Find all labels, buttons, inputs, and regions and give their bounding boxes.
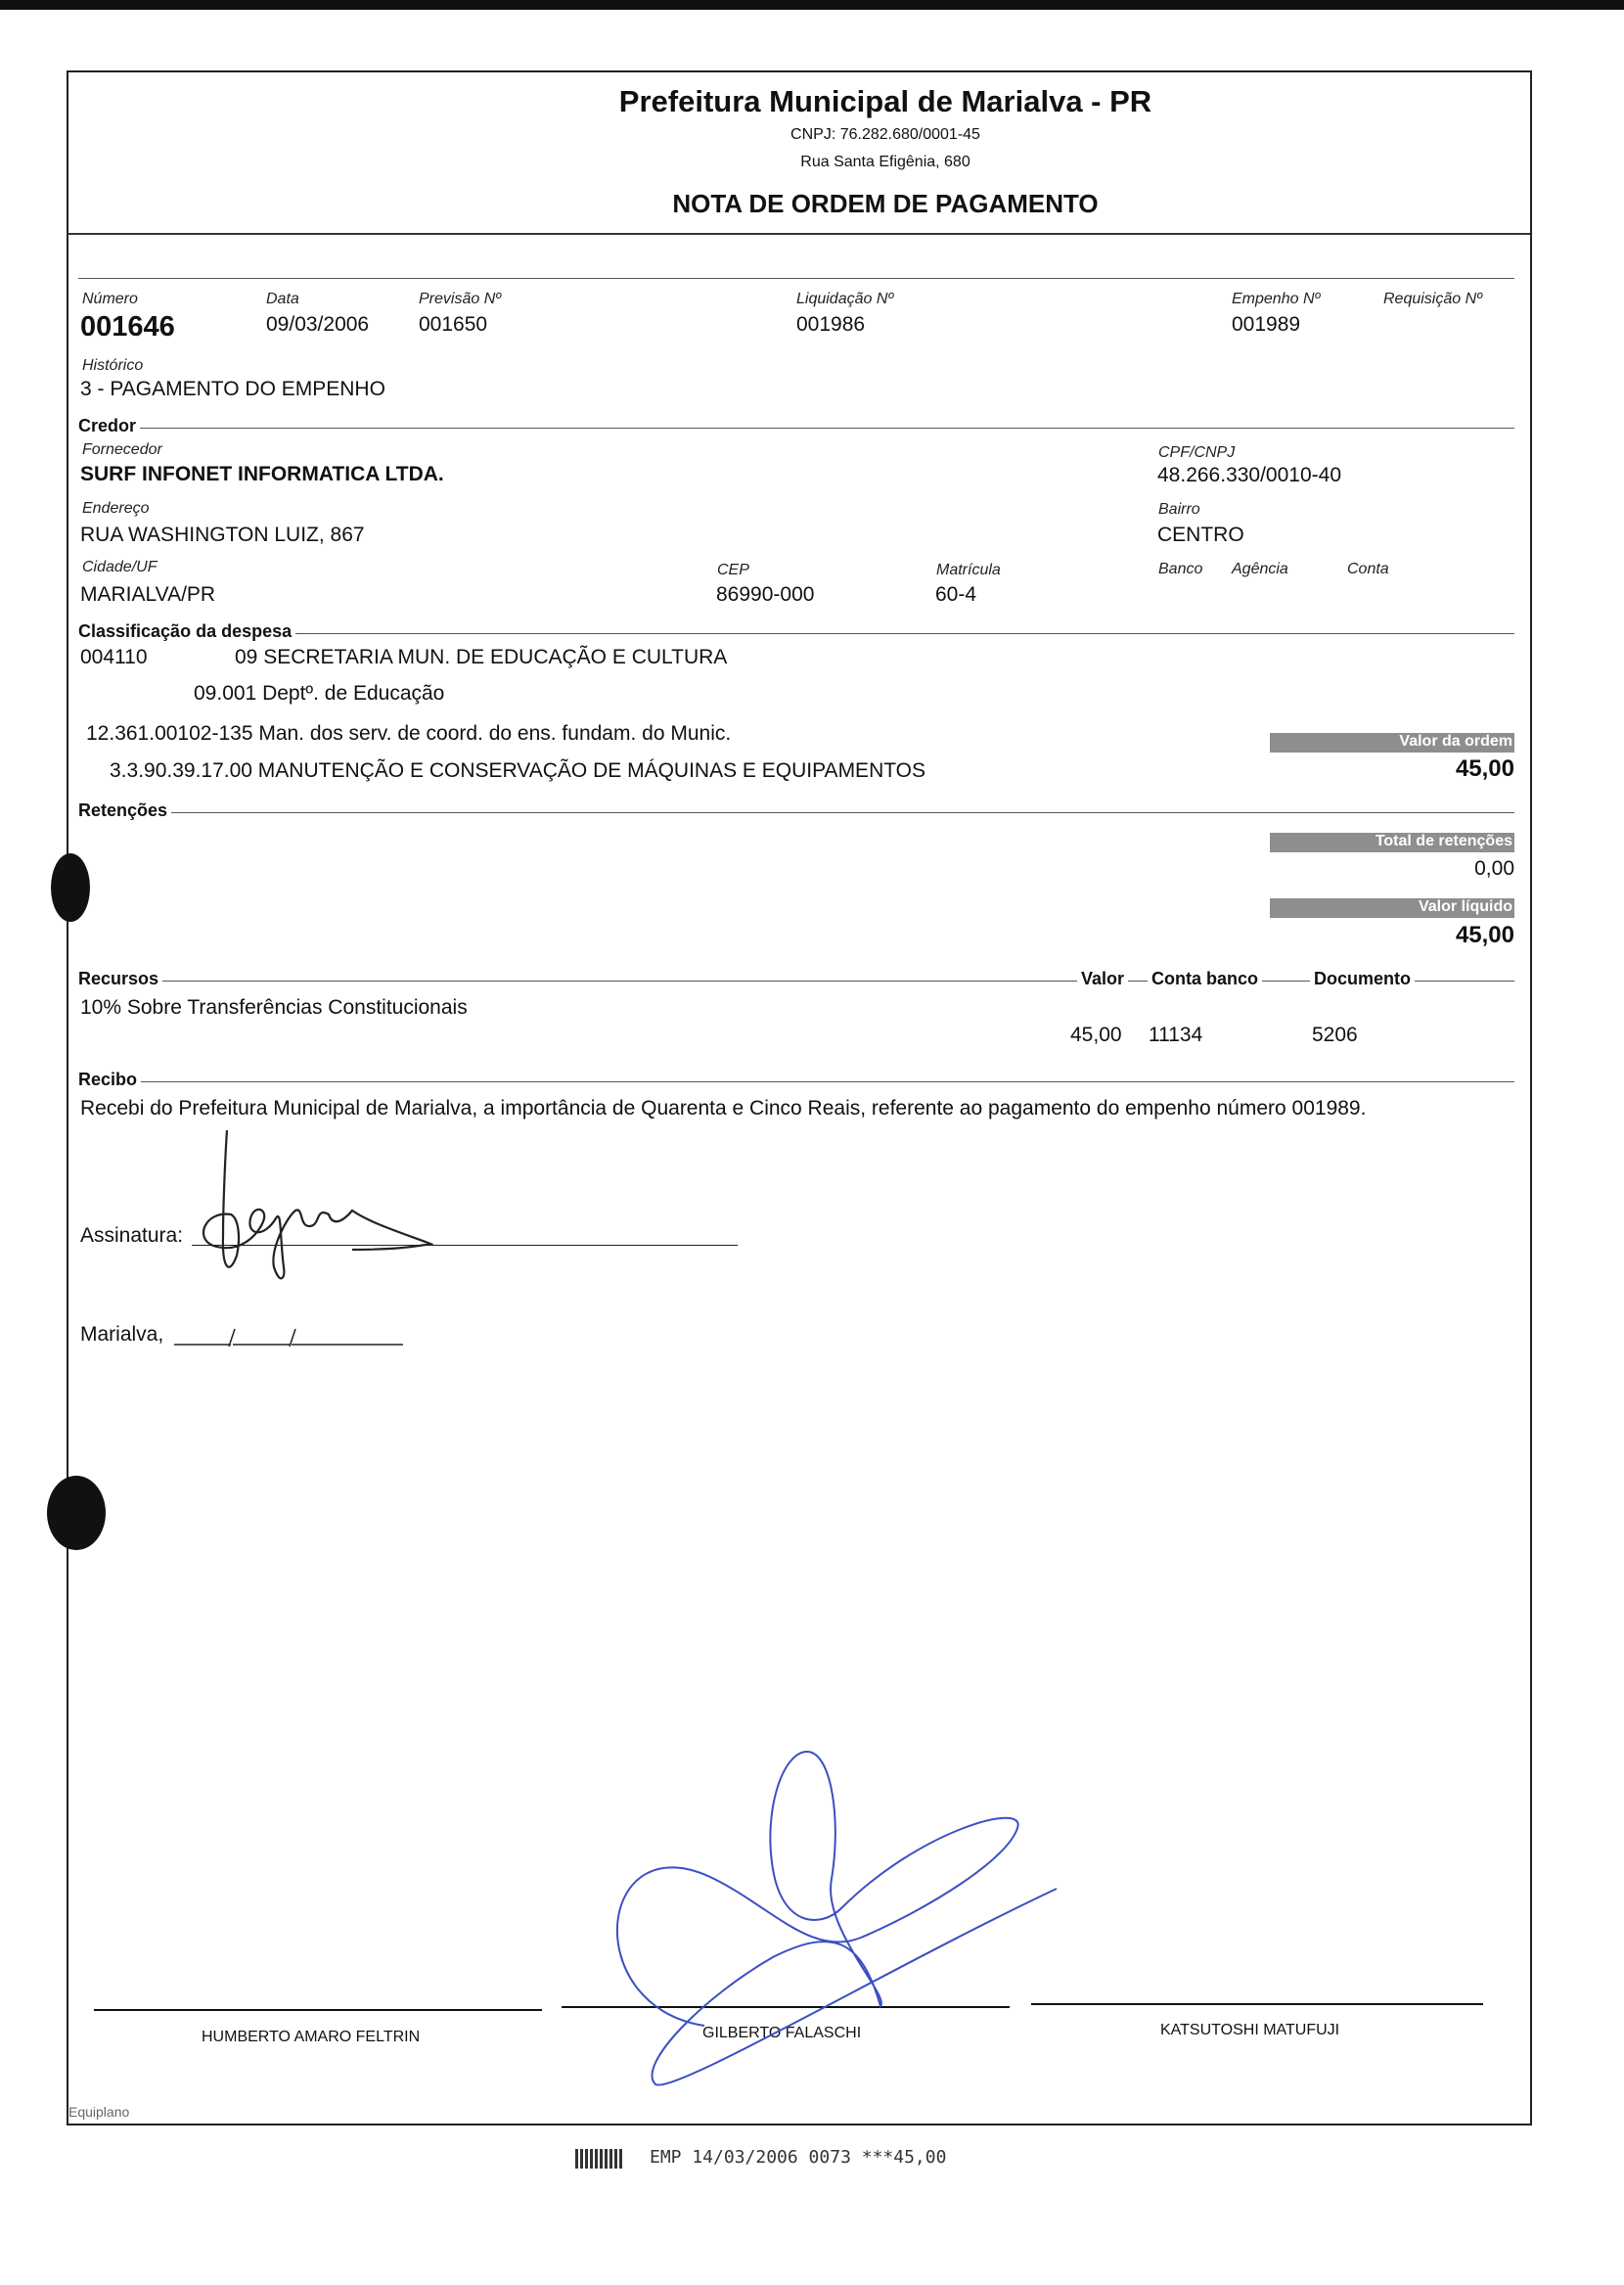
liquidacao-label: Liquidação Nº	[796, 291, 894, 307]
ids-divider	[78, 278, 1514, 279]
recibo-signature	[186, 1120, 440, 1287]
numero-label: Número	[82, 291, 138, 307]
org-name: Prefeitura Municipal de Marialva - PR	[618, 84, 1152, 118]
signatory-line-3	[1031, 2003, 1483, 2005]
bank-stamp-mark	[575, 2149, 622, 2169]
org-address: Rua Santa Efigênia, 680	[800, 154, 970, 170]
scan-top-edge	[0, 0, 1624, 10]
banco-label: Banco	[1158, 561, 1203, 577]
cpf-value: 48.266.330/0010-40	[1157, 464, 1342, 486]
unidade-value: 09.001 Deptº. de Educação	[194, 682, 445, 705]
classificacao-code: 004110	[80, 646, 148, 668]
signatory-3: KATSUTOSHI MATUFUJI	[1160, 2022, 1340, 2038]
empenho-value: 001989	[1232, 313, 1301, 336]
bairro-label: Bairro	[1158, 501, 1200, 518]
total-retencoes-value: 0,00	[1474, 857, 1514, 880]
hole-punch-top	[51, 853, 90, 922]
liquidacao-value: 001986	[796, 313, 866, 336]
recursos-documento: 5206	[1312, 1024, 1358, 1046]
requisicao-label: Requisição Nº	[1383, 291, 1482, 307]
credor-divider	[78, 428, 1514, 429]
recibo-divider	[78, 1081, 1514, 1082]
valor-liquido-label: Valor líquido	[1418, 898, 1512, 915]
fornecedor-value: SURF INFONET INFORMATICA LTDA.	[80, 463, 444, 485]
recursos-conta-label: Conta banco	[1148, 969, 1262, 989]
cep-label: CEP	[717, 562, 749, 578]
bank-stamp: EMP 14/03/2006 0073 ***45,00	[650, 2147, 947, 2168]
recibo-section: Recibo	[78, 1070, 141, 1090]
endereco-label: Endereço	[82, 500, 150, 517]
assinatura-label: Assinatura:	[80, 1224, 184, 1247]
recursos-fonte: 10% Sobre Transferências Constitucionais	[80, 996, 468, 1019]
recursos-valor: 45,00	[1070, 1024, 1122, 1046]
previsao-value: 001650	[419, 313, 488, 336]
historico-label: Histórico	[82, 357, 144, 374]
date-blank-lines	[172, 1325, 407, 1348]
local-label: Marialva,	[80, 1323, 164, 1346]
recursos-conta: 11134	[1149, 1024, 1203, 1046]
previsao-label: Previsão Nº	[419, 291, 502, 307]
valor-liquido-value: 45,00	[1455, 922, 1514, 948]
retencoes-divider	[78, 812, 1514, 813]
recursos-valor-label: Valor	[1077, 969, 1128, 989]
system-name: Equiplano	[68, 2104, 130, 2120]
fornecedor-label: Fornecedor	[82, 441, 162, 458]
orgao-value: 09 SECRETARIA MUN. DE EDUCAÇÃO E CULTURA	[235, 646, 728, 668]
cpf-label: CPF/CNPJ	[1158, 444, 1236, 461]
org-cnpj: CNPJ: 76.282.680/0001-45	[790, 126, 980, 143]
retencoes-section: Retenções	[78, 800, 171, 821]
recibo-text: Recebi do Prefeitura Municipal de Marialva, a importância de Quarenta e Cinco Reais, referente ao pagamento do empenho número 001989.	[80, 1097, 1367, 1120]
matricula-label: Matrícula	[936, 562, 1001, 578]
blue-signature	[597, 1742, 1076, 2104]
numero-value: 001646	[80, 311, 175, 343]
cidade-value: MARIALVA/PR	[80, 583, 216, 606]
data-value: 09/03/2006	[266, 313, 370, 336]
cidade-label: Cidade/UF	[82, 559, 158, 575]
cep-value: 86990-000	[716, 583, 815, 606]
document-title: NOTA DE ORDEM DE PAGAMENTO	[672, 189, 1099, 218]
signatory-1: HUMBERTO AMARO FELTRIN	[202, 2029, 421, 2045]
total-retencoes-label: Total de retenções	[1375, 833, 1512, 849]
agencia-label: Agência	[1232, 561, 1288, 577]
conta-label: Conta	[1347, 561, 1389, 577]
endereco-value: RUA WASHINGTON LUIZ, 867	[80, 524, 365, 546]
data-label: Data	[266, 291, 299, 307]
classificacao-section: Classificação da despesa	[78, 621, 295, 642]
matricula-value: 60-4	[935, 583, 977, 606]
signatory-line-1	[94, 2009, 542, 2011]
credor-section: Credor	[78, 416, 140, 436]
valor-ordem-label: Valor da ordem	[1399, 733, 1512, 750]
valor-ordem-value: 45,00	[1455, 755, 1514, 782]
recursos-documento-label: Documento	[1310, 969, 1415, 989]
historico-value: 3 - PAGAMENTO DO EMPENHO	[80, 378, 385, 400]
header-divider	[67, 233, 1530, 235]
empenho-label: Empenho Nº	[1232, 291, 1321, 307]
funcional-value: 12.361.00102-135 Man. dos serv. de coord. do ens. fundam. do Munic.	[86, 722, 732, 745]
elemento-value: 3.3.90.39.17.00 MANUTENÇÃO E CONSERVAÇÃO DE MÁQUINAS E EQUIPAMENTOS	[110, 759, 926, 782]
signatory-2: GILBERTO FALASCHI	[702, 2025, 862, 2041]
recursos-divider	[78, 981, 1514, 982]
hole-punch-bottom	[47, 1476, 106, 1550]
recursos-section: Recursos	[78, 969, 162, 989]
bairro-value: CENTRO	[1157, 524, 1244, 546]
